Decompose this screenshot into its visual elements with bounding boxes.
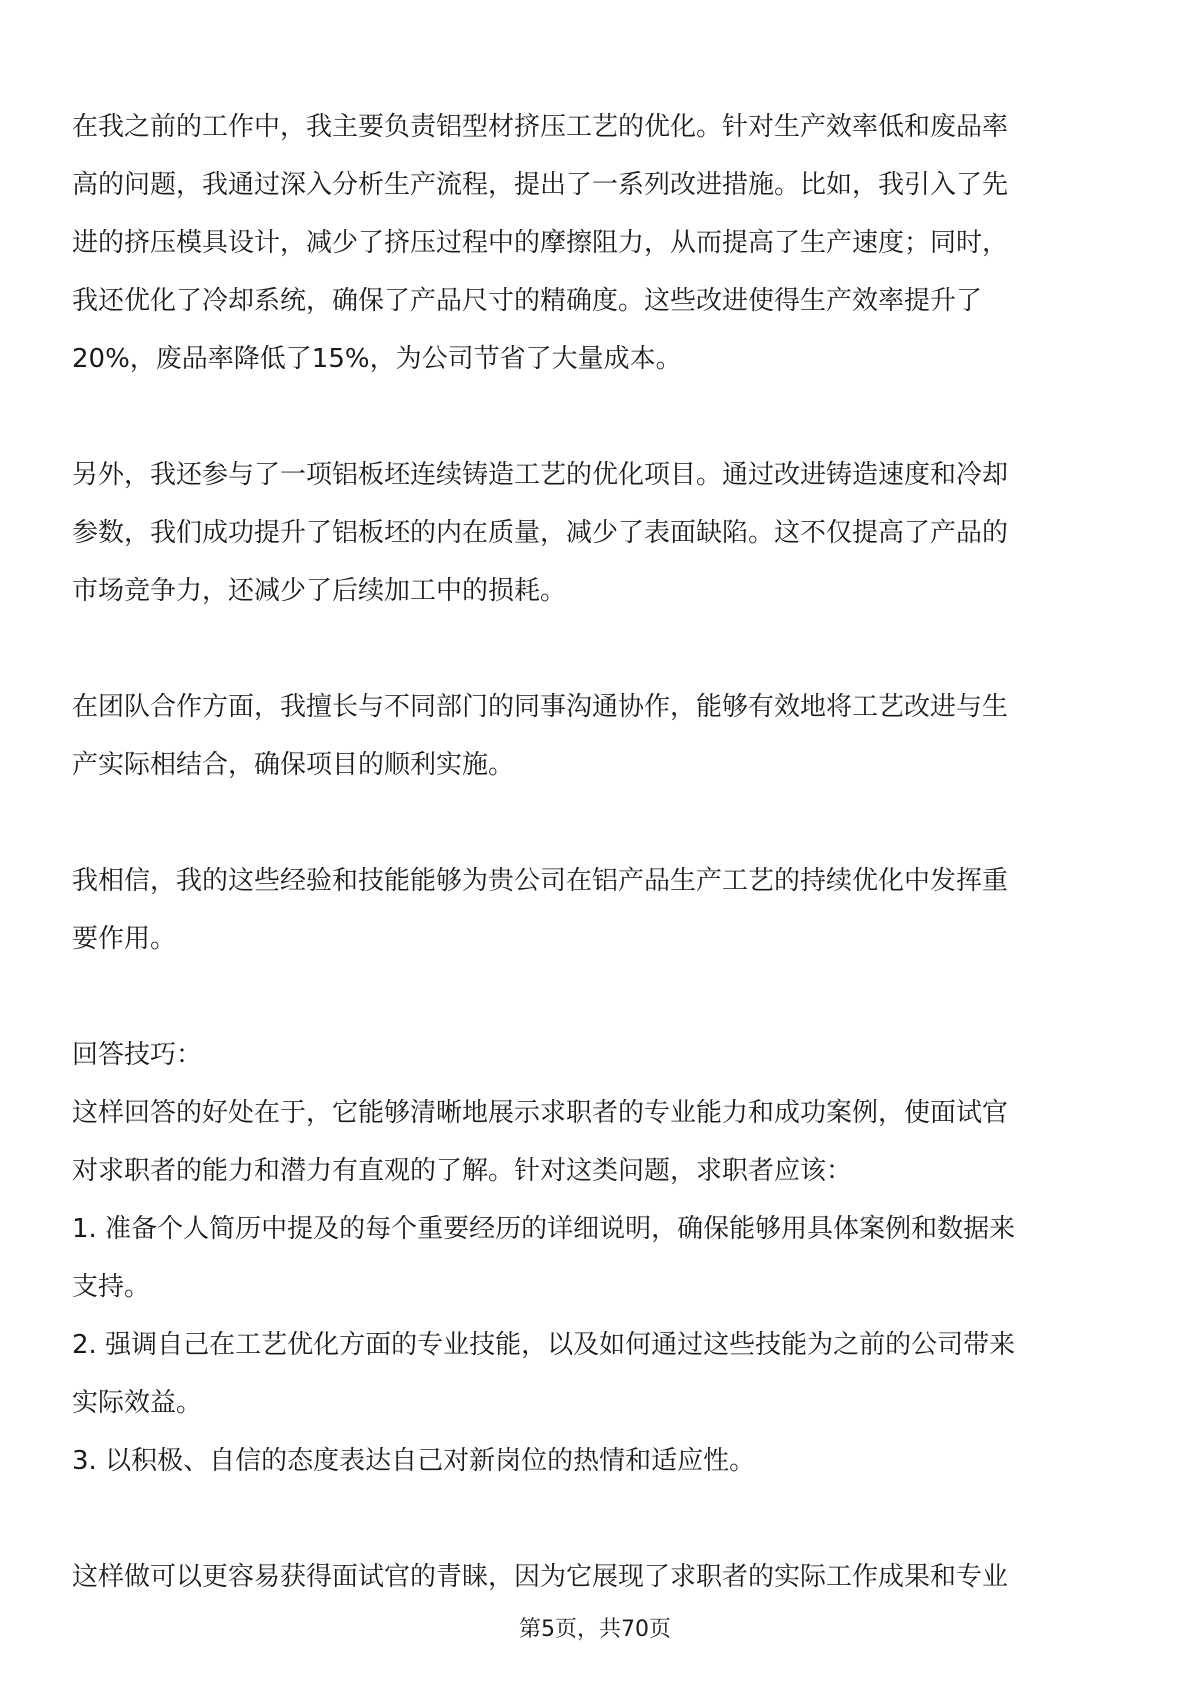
paragraph [72, 678, 1122, 794]
paragraph [72, 446, 1122, 620]
text-line: 这样做可以更容易获得面试官的青睐，因为它展现了求职者的实际工作成果和专业 [72, 1562, 1009, 1592]
list-item-continuation: 实际效益。 [72, 1388, 203, 1418]
answer-tips-section [72, 1026, 1122, 1490]
list-item-continuation: 支持。 [72, 1272, 151, 1302]
text-line: 对求职者的能力和潜力有直观的了解。针对这类问题，求职者应该： [72, 1156, 853, 1186]
document-body [72, 98, 1122, 1664]
page-number: 第5页，共70页 [519, 1617, 671, 1642]
paragraph [72, 1548, 1122, 1606]
text-line: 在我之前的工作中，我主要负责铝型材挤压工艺的优化。针对生产效率低和废品率 [72, 112, 1009, 142]
text-line: 我还优化了冷却系统，确保了产品尺寸的精确度。这些改进使得生产效率提升了 [72, 286, 983, 316]
text-line: 这样回答的好处在于，它能够清晰地展示求职者的专业能力和成功案例，使面试官 [72, 1098, 1009, 1128]
section-heading: 回答技巧： [72, 1040, 203, 1070]
list-item: 1. 准备个人简历中提及的每个重要经历的详细说明，确保能够用具体案例和数据来 [72, 1214, 1016, 1244]
paragraph [72, 852, 1122, 968]
text-line: 产实际相结合，确保项目的顺利实施。 [72, 750, 515, 780]
text-line: 20%，废品率降低了15%，为公司节省了大量成本。 [72, 344, 682, 374]
text-line: 高的问题，我通过深入分析生产流程，提出了一系列改进措施。比如，我引入了先 [72, 170, 1009, 200]
text-line: 另外，我还参与了一项铝板坯连续铸造工艺的优化项目。通过改进铸造速度和冷却 [72, 460, 1009, 490]
text-line: 参数，我们成功提升了铝板坯的内在质量，减少了表面缺陷。这不仅提高了产品的 [72, 518, 1009, 548]
text-line: 进的挤压模具设计，减少了挤压过程中的摩擦阻力，从而提高了生产速度；同时， [72, 228, 1009, 258]
text-line: 我相信，我的这些经验和技能能够为贵公司在铝产品生产工艺的持续优化中发挥重 [72, 866, 1009, 896]
text-line: 在团队合作方面，我擅长与不同部门的同事沟通协作，能够有效地将工艺改进与生 [72, 692, 1009, 722]
list-item: 3. 以积极、自信的态度表达自己对新岗位的热情和适应性。 [72, 1446, 756, 1476]
paragraph [72, 98, 1122, 388]
text-line: 要作用。 [72, 924, 177, 954]
text-line: 市场竞争力，还减少了后续加工中的损耗。 [72, 576, 567, 606]
list-item: 2. 强调自己在工艺优化方面的专业技能，以及如何通过这些技能为之前的公司带来 [72, 1330, 1016, 1360]
